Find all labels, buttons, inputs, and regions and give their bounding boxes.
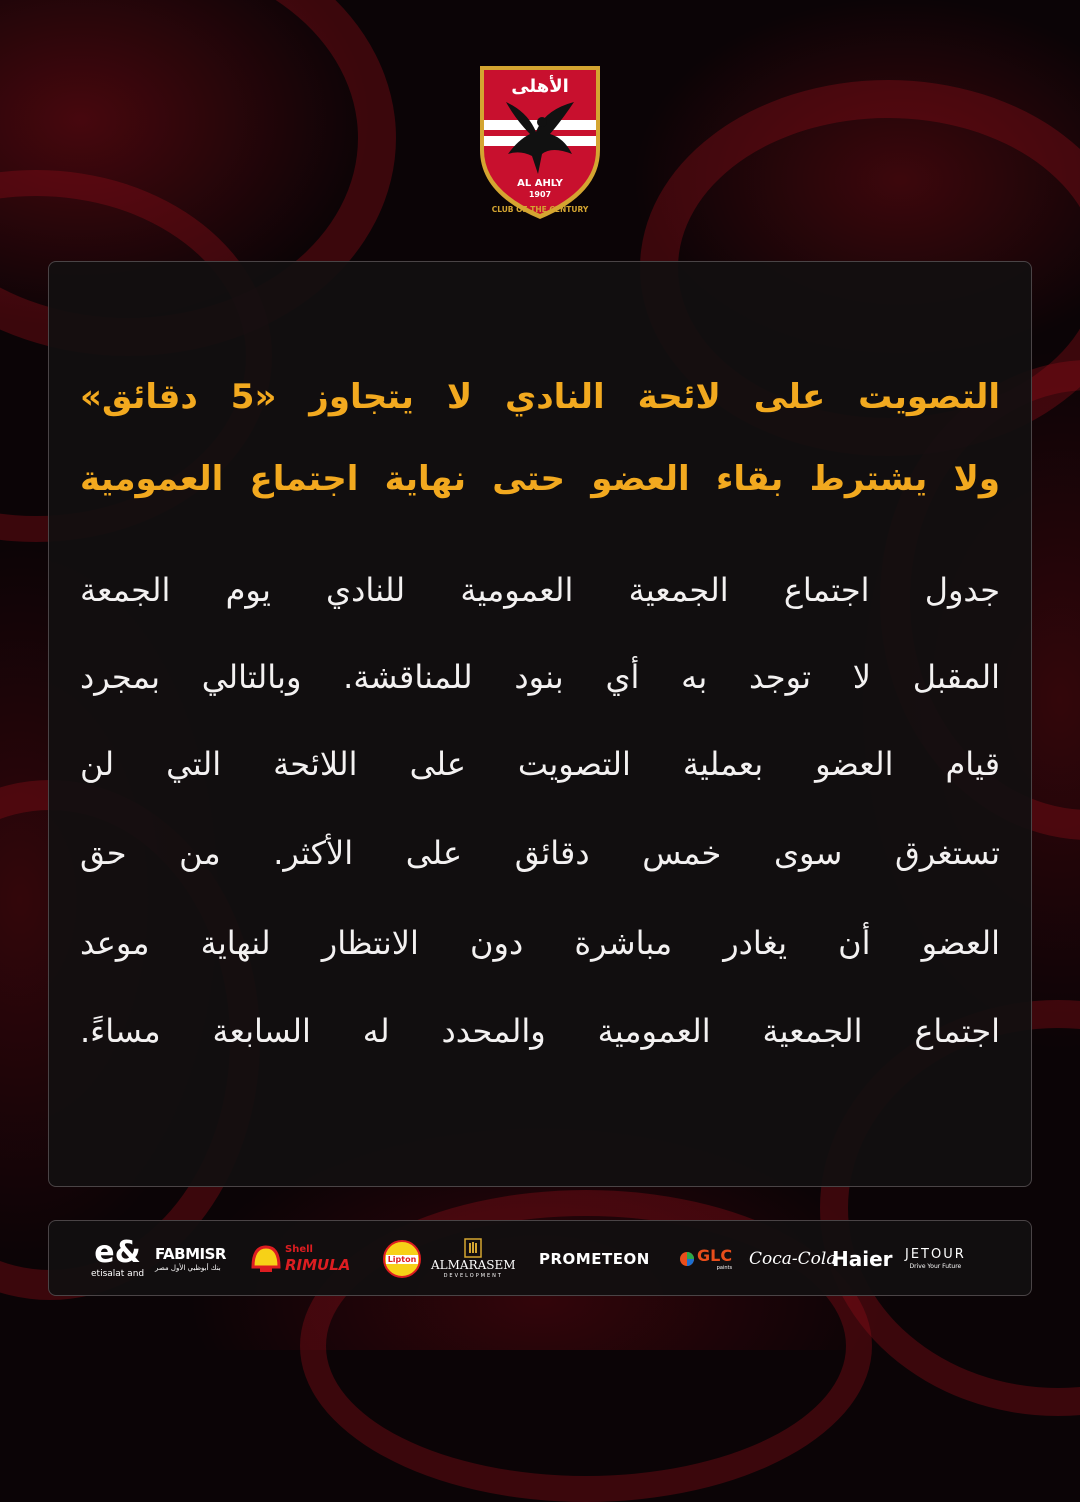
jetour-name: JETOUR <box>905 1247 966 1262</box>
sponsor-fabmisr <box>155 1221 226 1297</box>
sponsor-shell <box>251 1221 350 1297</box>
glc-swirl-icon <box>679 1251 695 1267</box>
etisalat-caption: etisalat and <box>91 1269 145 1279</box>
lipton-name: Lipton <box>387 1254 417 1264</box>
shell-pecten-icon <box>251 1245 281 1273</box>
headline-line-1: التصويت على لائحة النادي لا يتجاوز «5 دقائق» <box>80 377 1000 417</box>
headline-line-2: ولا يشترط بقاء العضو حتى نهاية اجتماع العمومية <box>80 459 1000 499</box>
crest-arabic-name: الأهلى <box>511 76 569 97</box>
jetour-caption: Drive Your Future <box>909 1263 962 1270</box>
glc-name: GLC <box>697 1246 733 1265</box>
shell-product: RIMULA <box>285 1256 351 1274</box>
body-line-1: جدول اجتماع الجمعية العمومية للنادي يوم الجمعة <box>80 571 1000 609</box>
body-line-4: تستغرق سوى خمس دقائق على الأكثر. من حق <box>80 834 1000 872</box>
glc-caption: paints <box>716 1265 733 1271</box>
glc-text <box>697 1247 732 1271</box>
fabmisr-name: FABMISR <box>155 1245 226 1263</box>
sponsor-almarasem <box>431 1221 516 1297</box>
crest-motto: CLUB OF THE CENTURY <box>491 205 589 214</box>
sponsor-etisalat <box>91 1221 144 1297</box>
shell-text <box>285 1244 350 1274</box>
body-line-2: المقبل لا توجد به أي بنود للمناقشة. وبالتالي بمجرد <box>80 658 1000 696</box>
prometeon-name: PROMETEON <box>539 1250 650 1268</box>
cocacola-name: Coca-Cola <box>749 1249 837 1269</box>
sponsor-haier <box>832 1221 893 1297</box>
shell-brand: Shell <box>285 1244 313 1255</box>
fabmisr-caption: بنك أبوظبي الأول مصر <box>155 1264 221 1272</box>
crest-name: AL AHLY <box>517 178 563 189</box>
body-line-6: اجتماع الجمعية العمومية والمحدد له السابعة مساءً. <box>80 1012 1000 1050</box>
sponsor-glc <box>679 1221 732 1297</box>
almarasem-name: ALMARASEM <box>431 1258 516 1272</box>
sponsor-prometeon <box>539 1221 650 1297</box>
haier-name: Haier <box>832 1247 893 1271</box>
club-logo <box>476 62 604 220</box>
crest-year: 1907 <box>528 190 552 199</box>
club-crest-icon <box>476 62 604 220</box>
body-line-5: العضو أن يغادر مباشرة دون الانتظار لنهاية موعد <box>80 924 1000 962</box>
sponsor-cocacola <box>749 1221 836 1297</box>
sponsor-bar <box>48 1220 1032 1296</box>
lipton-badge-icon <box>383 1240 421 1278</box>
sponsor-lipton <box>383 1221 421 1297</box>
etisalat-logo-mark: e& <box>94 1235 141 1270</box>
almarasem-caption: DEVELOPMENT <box>443 1273 503 1279</box>
body-line-3: قيام العضو بعملية التصويت على اللائحة التي لن <box>80 745 1000 783</box>
sponsor-jetour <box>905 1221 966 1297</box>
almarasem-emblem-icon <box>464 1238 482 1258</box>
